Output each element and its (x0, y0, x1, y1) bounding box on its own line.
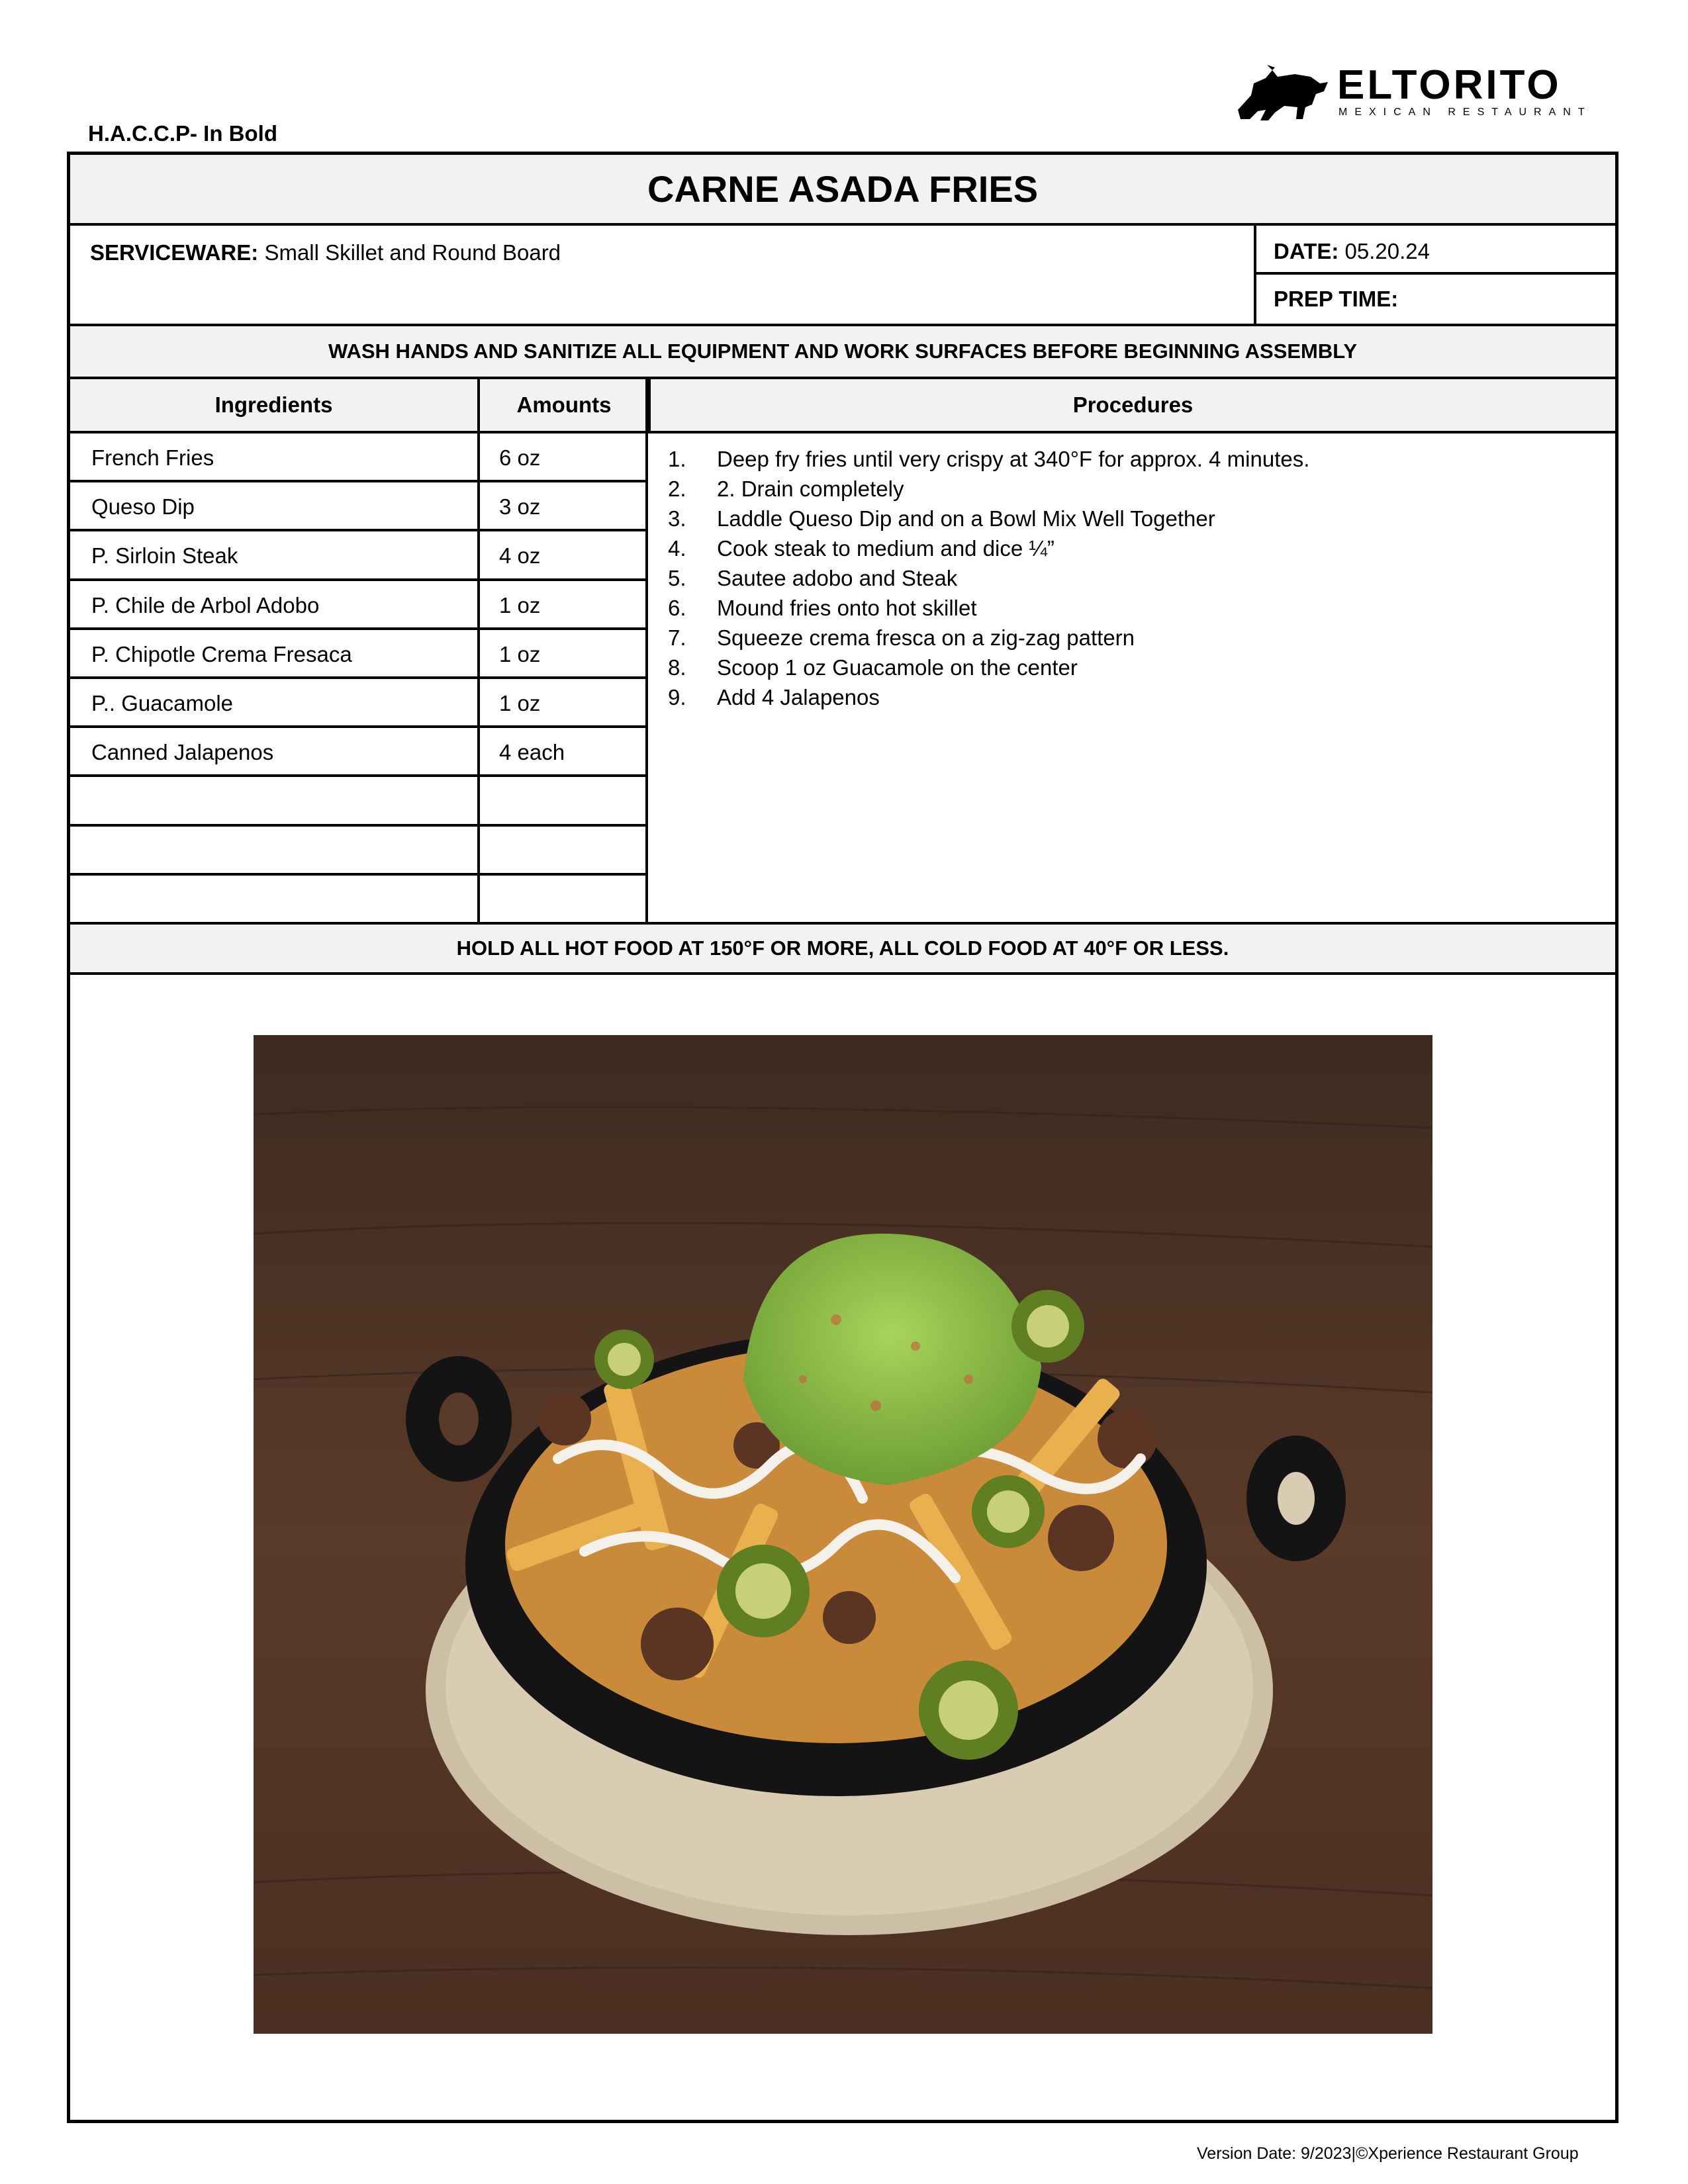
ingredient-amount: 4 oz (499, 543, 541, 569)
step-number: 5. (668, 566, 686, 590)
date-column (1254, 226, 1615, 324)
date-label: DATE: (1274, 239, 1339, 263)
ingredient-row (70, 531, 648, 580)
date-value: 05.20.24 (1344, 239, 1430, 263)
step-number: 6. (668, 596, 686, 620)
ingredient-row (70, 482, 648, 531)
procedure-step (668, 563, 1595, 593)
step-text: Deep fry fries until very crispy at 340°F for approx. 4 minutes. (717, 447, 1310, 471)
ingredient-name: Queso Dip (91, 494, 195, 520)
step-number: 4. (668, 536, 686, 561)
procedures-header: Procedures (648, 379, 1615, 433)
procedure-step (668, 504, 1595, 533)
wash-notice: WASH HANDS AND SANITIZE ALL EQUIPMENT AND WORK SURFACES BEFORE BEGINNING ASSEMBLY (70, 326, 1615, 379)
ingredient-name: Canned Jalapenos (91, 740, 274, 765)
logo-wordmark: ELTORITO (1337, 62, 1562, 108)
procedure-step (668, 533, 1595, 563)
step-number: 3. (668, 506, 686, 531)
haccp-note: H.A.C.C.P- In Bold (88, 121, 277, 146)
procedure-step (668, 593, 1595, 623)
serviceware-row (70, 226, 1615, 326)
recipe-title: CARNE ASADA FRIES (70, 155, 1615, 226)
ingredient-name: P.. Guacamole (91, 690, 234, 715)
recipe-table (70, 379, 1615, 925)
logo-subtitle: MEXICAN RESTAURANT (1338, 107, 1592, 118)
procedure-step (668, 444, 1595, 474)
ingredient-row (70, 581, 648, 630)
step-text: Laddle Queso Dip and on a Bowl Mix Well Together (717, 506, 1215, 531)
prep-time-label: PREP TIME: (1274, 287, 1399, 311)
version-footer: Version Date: 9/2023|©Xperience Restaurant Group (1197, 2144, 1579, 2163)
date-field (1256, 226, 1615, 275)
ingredient-name: P. Chile de Arbol Adobo (91, 592, 320, 617)
ingredient-row-empty (70, 777, 648, 826)
bull-icon (1231, 64, 1331, 122)
procedure-step (668, 623, 1595, 653)
ingredient-list (70, 433, 648, 925)
step-text: Cook steak to medium and dice ¼” (717, 536, 1055, 561)
procedure-list (668, 444, 1595, 712)
ingredient-row (70, 433, 648, 482)
hold-notice: HOLD ALL HOT FOOD AT 150°F OR MORE, ALL COLD FOOD AT 40°F OR LESS. (70, 925, 1615, 975)
ingredient-name: P. Chipotle Crema Fresaca (91, 641, 352, 666)
ingredient-amount: 1 oz (499, 592, 541, 617)
dish-photo (254, 1035, 1432, 2034)
step-number: 8. (668, 655, 686, 680)
step-text: Squeeze crema fresca on a zig-zag pattern (717, 625, 1135, 650)
step-number: 1. (668, 447, 686, 471)
ingredient-amount: 4 each (499, 740, 565, 765)
step-text: Mound fries onto hot skillet (717, 596, 977, 620)
el-torito-logo (1231, 62, 1618, 123)
amounts-header: Amounts (477, 379, 648, 433)
step-text: 2. Drain completely (717, 477, 904, 501)
ingredient-row (70, 728, 648, 777)
procedure-step (668, 474, 1595, 504)
ingredient-amount: 3 oz (499, 494, 541, 520)
serviceware-field (90, 240, 561, 265)
serviceware-label: SERVICEWARE: (90, 240, 259, 265)
ingredient-name: French Fries (91, 445, 214, 470)
ingredient-amount: 6 oz (499, 445, 541, 470)
ingredient-amount: 1 oz (499, 690, 541, 715)
procedure-step (668, 682, 1595, 712)
ingredient-name: P. Sirloin Steak (91, 543, 238, 569)
step-text: Add 4 Jalapenos (717, 685, 880, 709)
step-text: Sautee adobo and Steak (717, 566, 958, 590)
ingredient-row-empty (70, 876, 648, 925)
step-number: 9. (668, 685, 686, 709)
step-number: 2. (668, 477, 686, 501)
ingredient-amount: 1 oz (499, 641, 541, 666)
ingredient-row (70, 630, 648, 679)
ingredients-header: Ingredients (70, 379, 477, 433)
step-number: 7. (668, 625, 686, 650)
recipe-card (67, 152, 1618, 2123)
procedure-step (668, 653, 1595, 682)
serviceware-value: Small Skillet and Round Board (264, 240, 561, 265)
ingredient-row-empty (70, 827, 648, 876)
step-text: Scoop 1 oz Guacamole on the center (717, 655, 1078, 680)
ingredient-row (70, 679, 648, 728)
